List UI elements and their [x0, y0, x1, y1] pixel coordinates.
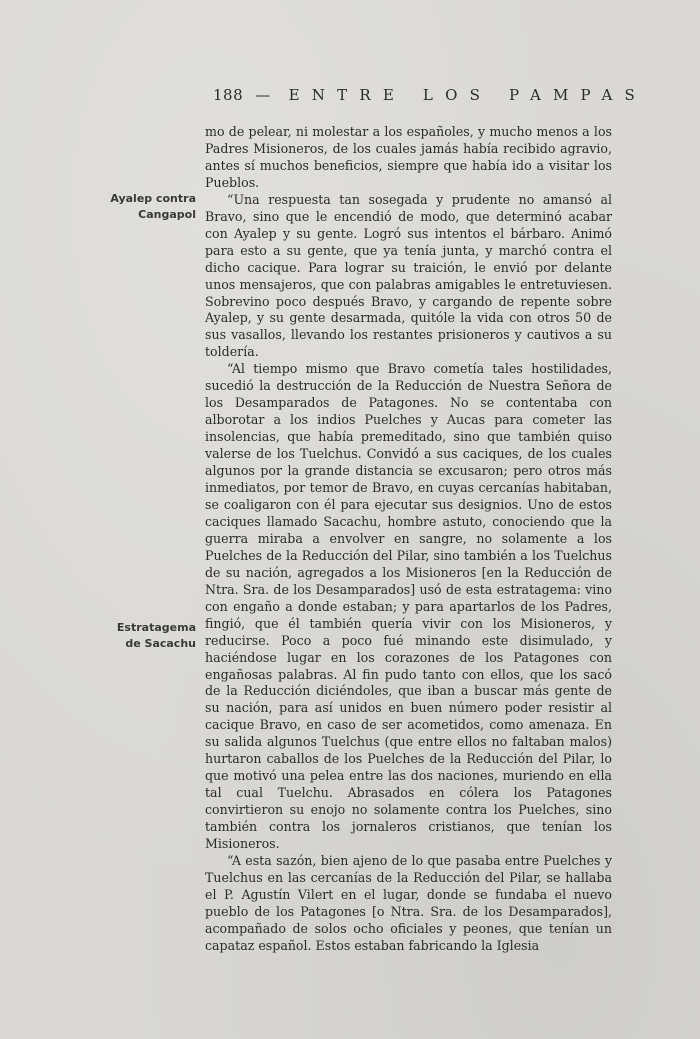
margin-note-line: Ayalep contra: [110, 192, 196, 205]
paragraph: “A esta sazón, bien ajeno de lo que pasaba entre Puelches y Tuelchus en las cercanías de la Reducción del Pilar, se hallaba el P. Agustín Vilert en el lugar, donde se fundaba el nuevo pueblo de los Patagones [o Ntra. Sra. de los Desamparados], acompañado de solos ocho oficiales y peones, que tenían un capataz español. Estos estaban fabricando la Iglesia: [205, 852, 612, 953]
body-text: [205, 124, 612, 955]
running-header: [213, 86, 647, 104]
margin-note-sacachu: [100, 620, 196, 652]
page-number: 188: [213, 86, 244, 104]
margin-note-line: Estratagema: [116, 621, 196, 634]
running-title: ENTRE LOS PAMPAS: [288, 86, 647, 104]
margin-note-ayalep: [100, 191, 196, 223]
header-dash: —: [255, 86, 271, 104]
margin-note-line: de Sacachu: [125, 637, 196, 650]
paragraph: mo de pelear, ni molestar a los españoles, y mucho menos a los Padres Misioneros, de los cuales jamás había recibido agravio, antes sí muchos beneficios, siempre que había ido a visitar los Pueblos.: [205, 124, 612, 190]
paragraph: “Al tiempo mismo que Bravo cometía tales hostilidades, sucedió la destrucción de la Reducción de Nuestra Señora de los Desamparados de Patagones. No se contentaba con alborotar a los indios Puelches y Aucas para cometer las insolencias, que había premeditado, sino que también quiso valerse de los Tuelchus. Convidó a sus caciques, de los cuales algunos por la grande distancia se excusaron; pero otros más inmediatos, por temor de Bravo, en cuyas cercanías habitaban, se coaligaron con él para ejecutar sus designios. Uno de estos caciques llamado Sacachu, hombre astuto, conociendo que la guerra miraba a envolver en sangre, no solamente a los Puelches de la Reducción del Pilar, sino también a los Tuelchus de su nación, agregados a los Misioneros [en la Reducción de Ntra. Sra. de los Desamparados] usó de esta estratagema: vino con engaño a donde estaban; y para apartarlos de los Padres, fingió, que él también quería vivir con los Misioneros, y reducirse. Poco a poco fué minando este disimulado, y haciéndose lugar en los corazones de los Patagones con engañosas palabras. Al fin pudo tanto con ellos, que los sacó de la Reducción diciéndoles, que iban a buscar más gente de su nación, para así unidos en buen número poder resistir al cacique Bravo, en caso de ser acometidos, como amenaza. En su salida algunos Tuelchus (que entre ellos no faltaban malos) hurtaron caballos de los Puelches de la Reducción del Pilar, lo que motivó una pelea entre las dos naciones, muriendo en ella tal cual Tuelchu. Abrasados en cólera los Patagones convirtieron su enojo no solamente contra los Puelches, sino también contra los jornaleros cristianos, que tenían los Misioneros.: [205, 361, 612, 852]
paragraph: “Una respuesta tan sosegada y prudente no amansó al Bravo, sino que le encendió de modo, que determinó acabar con Ayalep y su gente. Logró sus intentos el bárbaro. Animó para esto a su gente, que ya tenía junta, y marchó contra el dicho cacique. Para lograr su traición, le envió por delante unos mensajeros, que con palabras amigables le entretuviesen. Sobrevino poco después Bravo, y cargando de repente sobre Ayalep, y su gente desarmada, quitóle la vida con otros 50 de sus vasallos, llevando los restantes prisioneros y cautivos a su toldería.: [205, 191, 612, 360]
margin-note-line: Cangapol: [138, 208, 196, 221]
